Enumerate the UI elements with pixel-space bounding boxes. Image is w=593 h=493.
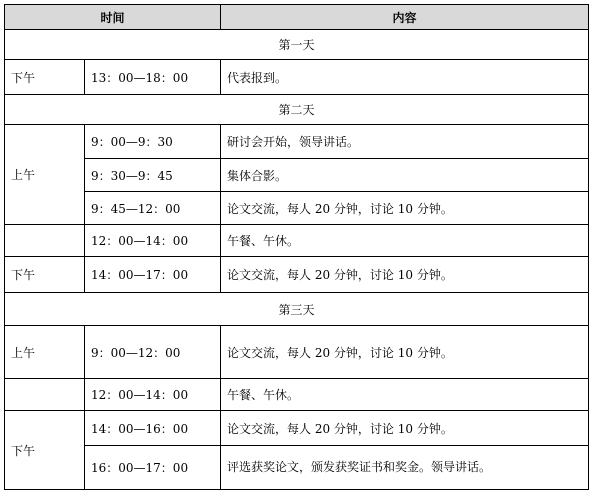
content-cell: 集体合影。 xyxy=(221,159,589,192)
time-cell: 13：00—18：00 xyxy=(85,60,221,95)
schedule-table xyxy=(4,4,589,490)
content-cell: 论文交流，每人 20 分钟，讨论 10 分钟。 xyxy=(221,257,589,293)
content-cell: 代表报到。 xyxy=(221,60,589,95)
day-title: 第二天 xyxy=(5,95,589,125)
table-row xyxy=(5,60,589,95)
period-cell: 上午 xyxy=(5,125,85,225)
header-row xyxy=(5,5,589,30)
period-cell xyxy=(5,379,85,411)
content-cell: 论文交流，每人 20 分钟，讨论 10 分钟。 xyxy=(221,192,589,225)
day-title: 第三天 xyxy=(5,293,589,326)
time-cell: 16：00—17：00 xyxy=(85,446,221,490)
header-content: 内容 xyxy=(221,5,589,30)
header-time: 时间 xyxy=(5,5,221,30)
time-cell: 12：00—14：00 xyxy=(85,225,221,257)
table-row xyxy=(5,125,589,159)
content-cell: 午餐、午休。 xyxy=(221,379,589,411)
content-cell: 评选获奖论文，颁发获奖证书和奖金。领导讲话。 xyxy=(221,446,589,490)
table-row xyxy=(5,326,589,379)
content-cell: 论文交流，每人 20 分钟，讨论 10 分钟。 xyxy=(221,411,589,446)
time-cell: 9：00—12：00 xyxy=(85,326,221,379)
content-cell: 研讨会开始，领导讲话。 xyxy=(221,125,589,159)
period-cell: 下午 xyxy=(5,411,85,490)
time-cell: 9：00—9：30 xyxy=(85,125,221,159)
table-row xyxy=(5,225,589,257)
time-cell: 14：00—16：00 xyxy=(85,411,221,446)
day-row xyxy=(5,30,589,60)
table-row xyxy=(5,446,589,490)
time-cell: 9：45—12：00 xyxy=(85,192,221,225)
day-row xyxy=(5,95,589,125)
period-cell: 下午 xyxy=(5,60,85,95)
day-title: 第一天 xyxy=(5,30,589,60)
period-cell: 上午 xyxy=(5,326,85,379)
content-cell: 午餐、午休。 xyxy=(221,225,589,257)
table-row xyxy=(5,159,589,192)
period-cell xyxy=(5,225,85,257)
time-cell: 12：00—14：00 xyxy=(85,379,221,411)
table-row xyxy=(5,411,589,446)
content-cell: 论文交流，每人 20 分钟，讨论 10 分钟。 xyxy=(221,326,589,379)
time-cell: 14：00—17：00 xyxy=(85,257,221,293)
table-row xyxy=(5,257,589,293)
day-row xyxy=(5,293,589,326)
table-row xyxy=(5,379,589,411)
period-cell: 下午 xyxy=(5,257,85,293)
time-cell: 9：30—9：45 xyxy=(85,159,221,192)
table-row xyxy=(5,192,589,225)
